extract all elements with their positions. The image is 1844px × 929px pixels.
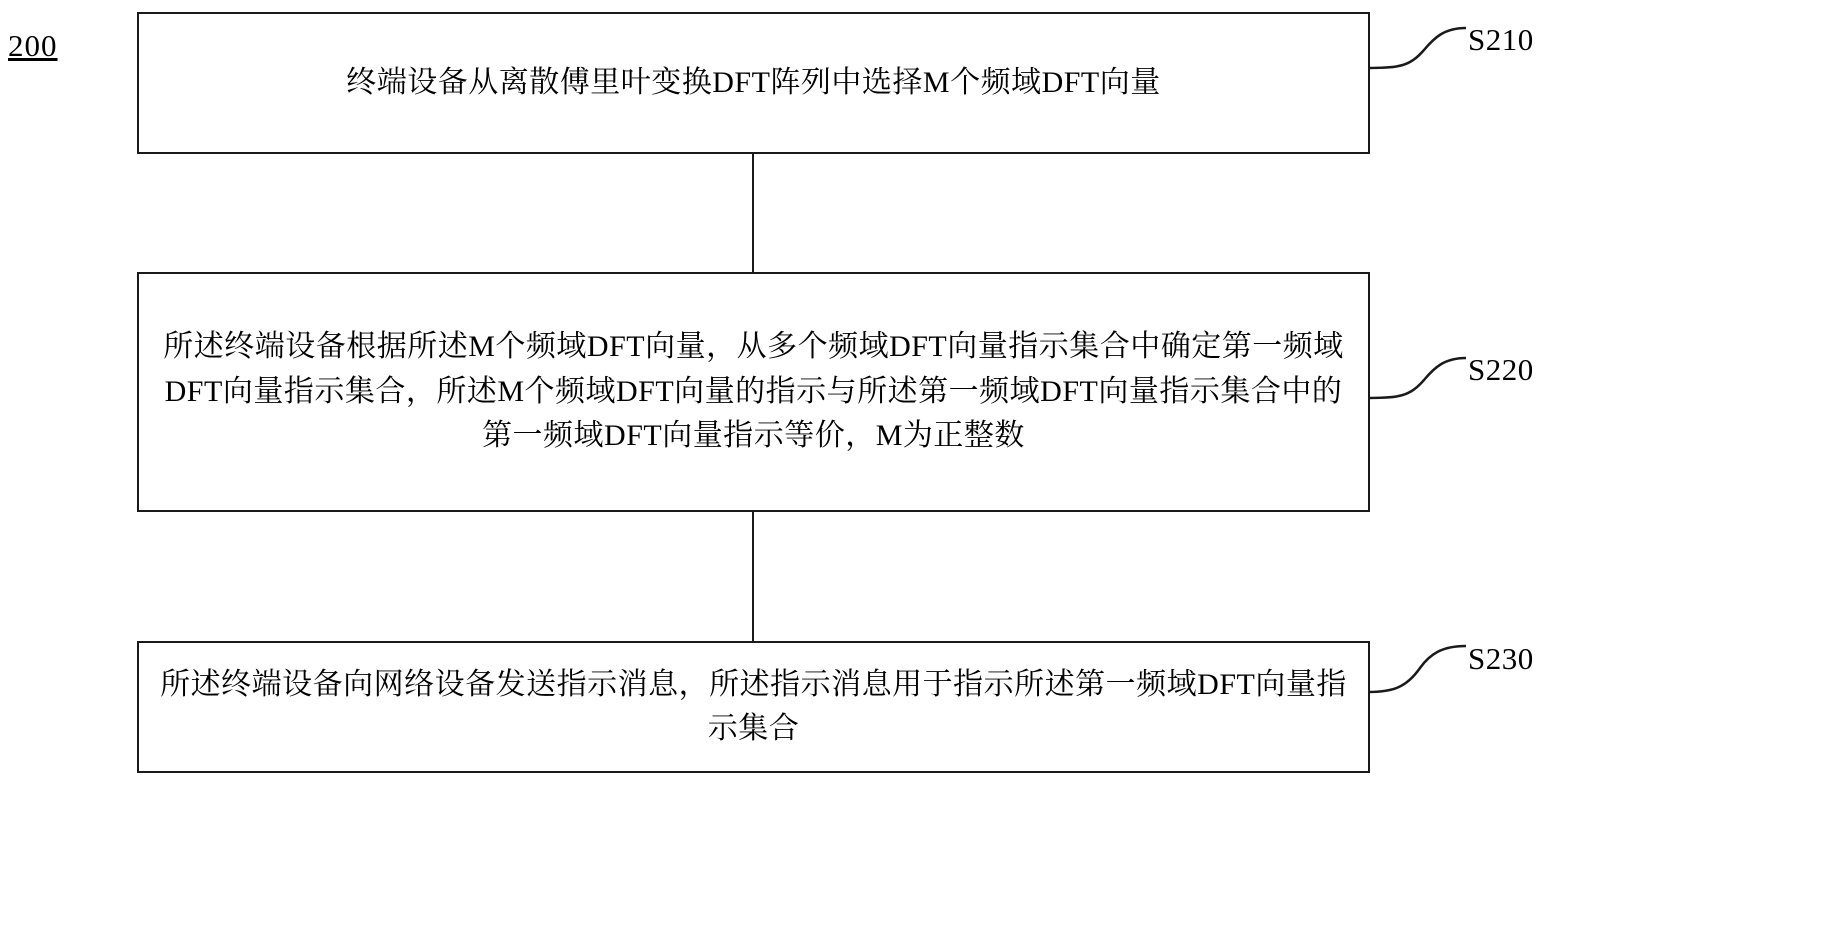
step-label-s220: S220 (1468, 352, 1534, 387)
leader-line-s230 (1366, 638, 1476, 698)
step-label-s230: S230 (1468, 641, 1534, 676)
flow-step-text-s220: 所述终端设备根据所述M个频域DFT向量，从多个频域DFT向量指示集合中确定第一频域DFT向量指示集合，所述M个频域DFT向量的指示与所述第一频域DFT向量指示集合中的第一频域DFT向量指示等价，M为正整数 (163, 330, 1344, 453)
leader-line-s220 (1366, 350, 1476, 406)
connector-s220-to-s230 (752, 512, 754, 641)
flow-step-box-s230 (137, 641, 1370, 773)
figure-number: 200 (8, 28, 58, 63)
flow-step-text-s230: 所述终端设备向网络设备发送指示消息，所述指示消息用于指示所述第一频域DFT向量指示集合 (160, 667, 1347, 745)
connector-s210-to-s220 (752, 154, 754, 272)
flow-step-text-s210: 终端设备从离散傅里叶变换DFT阵列中选择M个频域DFT向量 (346, 65, 1161, 99)
step-label-s210: S210 (1468, 22, 1534, 57)
flow-step-box-s220 (137, 272, 1370, 512)
flow-step-box-s210 (137, 12, 1370, 154)
leader-line-s210 (1366, 20, 1476, 76)
